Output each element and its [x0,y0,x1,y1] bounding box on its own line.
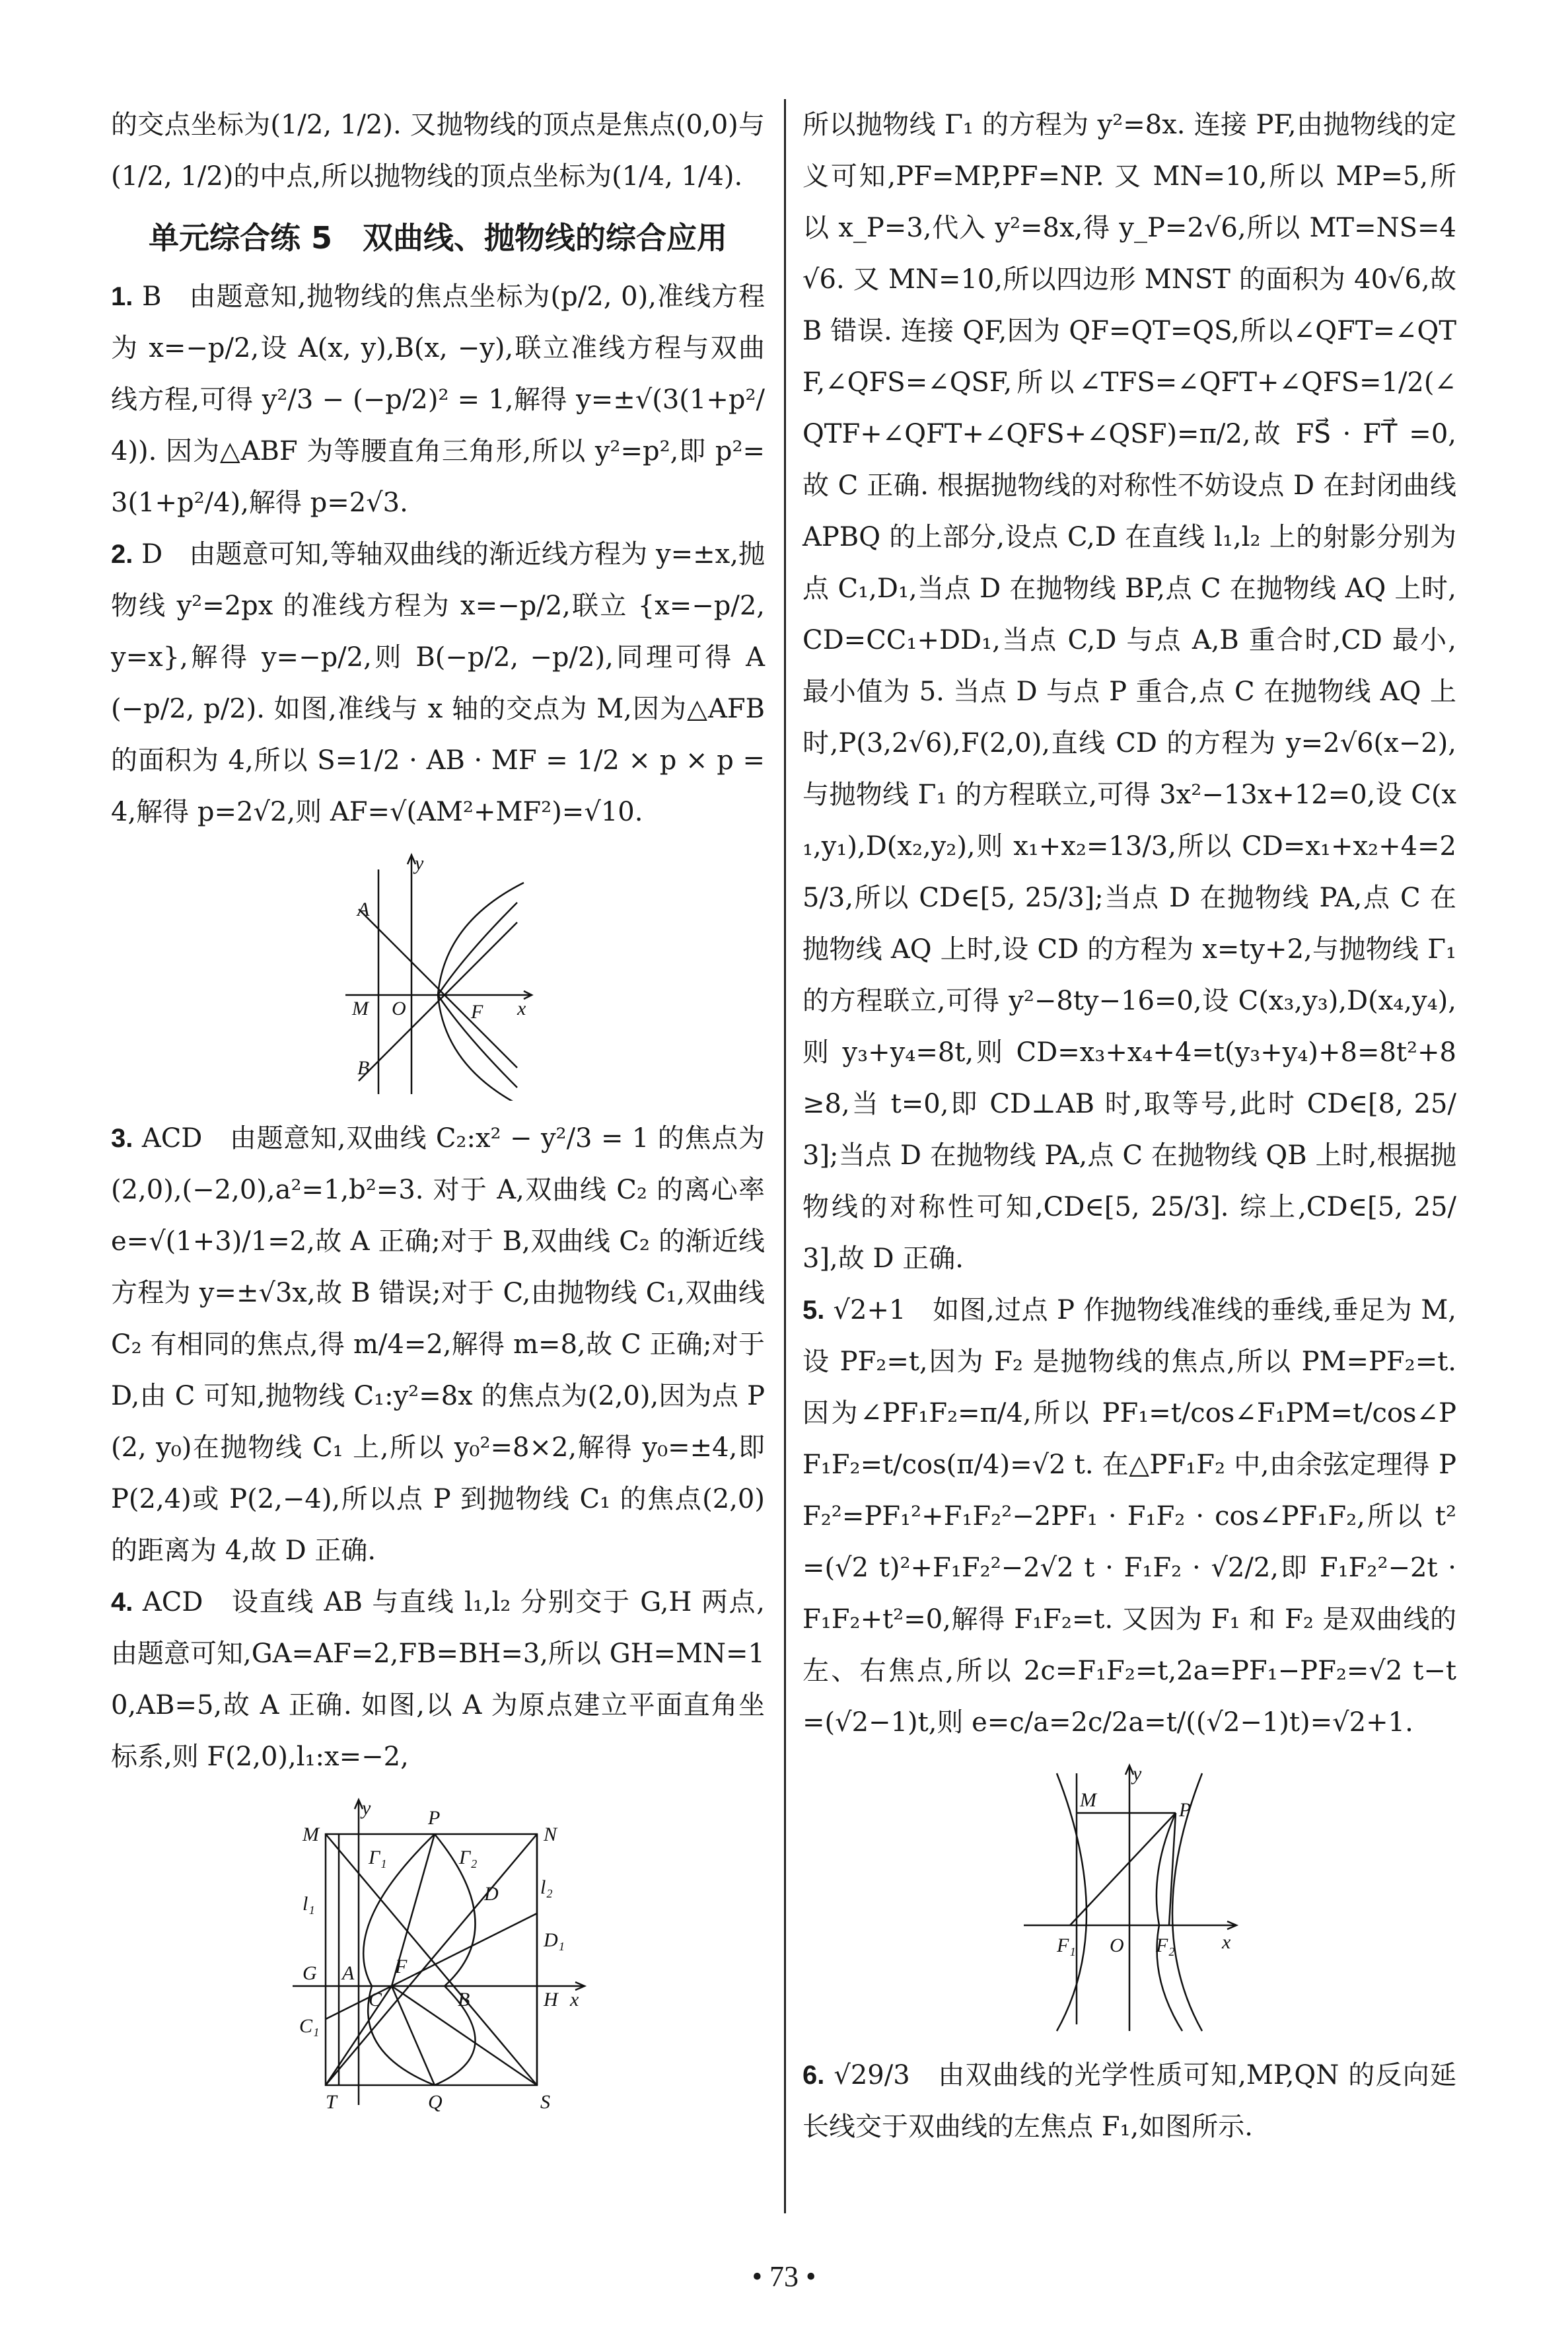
answer-text: √29/3 由双曲线的光学性质可知,MP,QN 的反向延长线交于双曲线的左焦点 F₁,如图所示. [802,2060,1457,2142]
figure-label: C [369,1989,382,2011]
figure-label: A [357,899,370,920]
answer-text: ACD 设直线 AB 与直线 l₁,l₂ 分别交于 G,H 两点,由题意可知,GA=AF=2,FB=BH=3,所以 GH=MN=10,AB=5,故 A 正确. 如图,以 A 为原点建立平面直角坐标系,则 F(2,0),l₁:x=−2, [111,1587,766,1772]
answer-number: 5. [802,1296,825,1325]
answer-number: 1. [111,282,133,311]
answer-number: 3. [111,1124,133,1153]
answer-5 [802,1284,1456,1748]
answer-number: 6. [802,2061,825,2090]
figure-label: l₁ [303,1893,315,1915]
figure-label: x [1222,1931,1231,1953]
figure-label: y [415,852,424,874]
figure-label: T [326,2091,337,2112]
figure-label: M [303,1824,319,1845]
figure-label: F₁ [1057,1935,1076,1956]
answer-6 [802,2049,1456,2153]
figure-label: x [570,1989,579,2011]
figure-label: x [517,998,526,1019]
figure-label: l₂ [540,1876,553,1898]
figure-label: D₁ [544,1929,565,1951]
answer-text: √2+1 如图,过点 P 作抛物线准线的垂线,垂足为 M,设 PF₂=t,因为 F₂ 是抛物线的焦点,所以 PM=PF₂=t. 因为∠PF₁F₂=π/4,所以 PF₁=t/cos∠F₁PM=t/cos∠PF₁F₂=t/cos(π/4)=√2 t. 在△PF₁F₂ 中,由余弦定理得 PF₂²=PF₁²+F₁F₂²−2PF₁ · F₁F₂ · cos∠PF₁F₂,所以 t²=(√2 t)²+F₁F₂²−2√2 t · F₁F₂ · √2/2,即 F₁F₂²−2t · F₁F₂+t²=0,解得 F₁F₂=t. 又因为 F₁ 和 F₂ 是双曲线的左、右焦点,所以 2c=F₁F₂=t,2a=PF₁−PF₂=√2 t−t=(√2−1)t,则 e=c/a=2c/2a=t/((√2−1)t)=√2+1. [802,1295,1457,1738]
intro-paragraph: 的交点坐标为(1/2, 1/2). 又抛物线的顶点是焦点(0,0)与(1/2, 1/2)的中点,所以抛物线的顶点坐标为(1/4, 1/4). [111,110,765,192]
figure-label: M [352,998,369,1019]
figure-label: S [540,2091,550,2112]
figure-label: C₁ [299,2015,320,2037]
figure-label: B [458,1989,470,2011]
figure-label: F₂ [1156,1935,1175,1956]
answer-number: 2. [111,540,133,569]
figure-label: A [342,1962,355,1984]
figure-label: Q [428,2091,443,2112]
figure-hyperbola-parabola [339,850,537,1101]
figure-label: O [1110,1935,1124,1956]
figure-label: D [484,1883,499,1905]
figure-label: P [1179,1799,1192,1821]
figure-label: Γ₂ [459,1847,478,1868]
section-heading: 单元综合练 5 双曲线、抛物线的综合应用 [148,220,728,256]
figure-hyperbola-focus [1017,1760,1242,2038]
answer-text: B 由题意知,抛物线的焦点坐标为(p/2, 0),准线方程为 x=−p/2,设 A(x, y),B(x, −y),联立准线方程与双曲线方程,可得 y²/3 − (−p/2)² = 1,解得 y=±√(3(1+p²/4)). 因为△ABF 为等腰直角三角形,所以 y²=p²,即 p²=3(1+p²/4),解得 p=2√3. [111,281,766,518]
left-column [111,99,765,2123]
figure-label: B [357,1057,370,1079]
figure-label: H [544,1989,558,2011]
column-divider [784,99,786,2213]
figure-label: y [1133,1763,1142,1785]
figure-label: P [428,1807,441,1829]
answer-text: D 由题意可知,等轴双曲线的渐近线方程为 y=±x,抛物线 y²=2px 的准线方程为 x=−p/2,联立 {x=−p/2, y=x},解得 y=−p/2,则 B(−p/2, −p/2),同理可得 A(−p/2, p/2). 如图,准线与 x 轴的交点为 M,因为△AFB 的面积为 4,所以 S=1/2 · AB · MF = 1/2 × p × p = 4,解得 p=2√2,则 AF=√(AM²+MF²)=√10. [111,539,765,827]
figure-label: F [395,1956,408,1977]
answer-4 [111,1576,765,1783]
figure-label: M [1080,1789,1096,1811]
answer-2 [111,529,765,838]
answer-4-continued: 所以抛物线 Γ₁ 的方程为 y²=8x. 连接 PF,由抛物线的定义可知,PF=MP,PF=NP. 又 MN=10,所以 MP=5,所以 x_P=3,代入 y²=8x,得 y_P=2√6,所以 MT=NS=4√6. 又 MN=10,所以四边形 MNST 的面积为 40√6,故 B 错误. 连接 QF,因为 QF=QT=QS,所以∠QFT=∠QTF,∠QFS=∠QSF,所以∠TFS=∠QFT+∠QFS=1/2(∠QTF+∠QFT+∠QFS+∠QSF)=π/2,故 FS⃗ · FT⃗ =0,故 C 正确. 根据抛物线的对称性不妨设点 D 在封闭曲线 APBQ 的上部分,设点 C,D 在直线 l₁,l₂ 上的射影分别为点 C₁,D₁,当点 D 在抛物线 BP,点 C 在抛物线 AQ 上时,CD=CC₁+DD₁,当点 C,D 与点 A,B 重合时,CD 最小,最小值为 5. 当点 D 与点 P 重合,点 C 在抛物线 AQ 上时,P(3,2√6),F(2,0),直线 CD 的方程为 y=2√6(x−2),与抛物线 Γ₁ 的方程联立,可得 3x²−13x+12=0,设 C(x₁,y₁),D(x₂,y₂),则 x₁+x₂=13/3,所以 CD=x₁+x₂+4=25/3,所以 CD∈[5, 25/3];当点 D 在抛物线 PA,点 C 在抛物线 AQ 上时,设 CD 的方程为 x=ty+2,与抛物线 Γ₁ 的方程联立,可得 y²−8ty−16=0,设 C(x₃,y₃),D(x₄,y₄),则 y₃+y₄=8t,则 CD=x₃+x₄+4=t(y₃+y₄)+8=8t²+8≥8,当 t=0,即 CD⊥AB 时,取等号,此时 CD∈[8, 25/3];当点 D 在抛物线 PA,点 C 在抛物线 QB 上时,根据抛物线的对称性可知,CD∈[5, 25/3]. 综上,CD∈[5, 25/3],故 D 正确. [802,110,1456,1274]
figure-label: O [392,998,406,1019]
figure-label: F [471,1001,483,1023]
page-number: • 73 • [752,2260,816,2293]
right-column [802,99,1456,2153]
figure-label: y [362,1797,371,1819]
figure-label: G [303,1962,317,1984]
answer-text: ACD 由题意知,双曲线 C₂:x² − y²/3 = 1 的焦点为(2,0),(−2,0),a²=1,b²=3. 对于 A,双曲线 C₂ 的离心率 e=√(1+3)/1=2,故 A 正确;对于 B,双曲线 C₂ 的渐近线方程为 y=±√3x,故 B 错误;对于 C,由抛物线 C₁,双曲线 C₂ 有相同的焦点,得 m/4=2,解得 m=8,故 C 正确;对于 D,由 C 可知,抛物线 C₁:y²=8x 的焦点为(2,0),因为点 P(2, y₀)在抛物线 C₁ 上,所以 y₀²=8×2,解得 y₀=±4,即 P(2,4)或 P(2,−4),所以点 P 到抛物线 C₁ 的焦点(2,0)的距离为 4,故 D 正确. [111,1123,765,1566]
figure-two-parabolas [286,1794,590,2112]
answer-1 [111,271,765,529]
answer-3 [111,1113,765,1576]
figure-label: Γ₁ [369,1847,387,1868]
figure-label: N [544,1824,557,1845]
answer-number: 4. [111,1588,133,1617]
